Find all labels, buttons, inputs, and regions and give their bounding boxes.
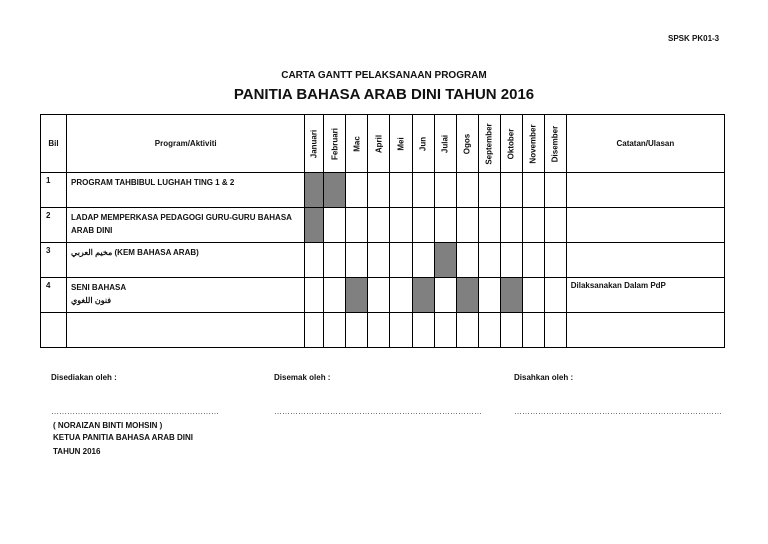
gantt-cell <box>478 313 500 348</box>
gantt-cell <box>346 313 368 348</box>
month-label: November <box>528 123 538 164</box>
gantt-cell <box>368 243 390 278</box>
gantt-cell <box>478 243 500 278</box>
program-cell <box>67 278 305 313</box>
signature-line-checked: …………………………………………………………………… <box>274 407 482 416</box>
header-month <box>390 115 412 173</box>
gantt-cell <box>522 243 544 278</box>
month-label: Disember <box>550 125 560 162</box>
month-label: Oktober <box>506 128 516 159</box>
gantt-cell <box>346 243 368 278</box>
gantt-cell <box>324 313 346 348</box>
gantt-cell <box>434 313 456 348</box>
header-month <box>412 115 434 173</box>
gantt-cell <box>368 278 390 313</box>
document-subtitle: CARTA GANTT PELAKSANAAN PROGRAM <box>281 70 487 81</box>
row-number <box>41 313 67 348</box>
header-month <box>346 115 368 173</box>
program-cell <box>67 173 305 208</box>
gantt-cell <box>412 208 434 243</box>
gantt-cell <box>500 173 522 208</box>
document-code: SPSK PK01-3 <box>668 34 720 43</box>
gantt-cell <box>368 313 390 348</box>
gantt-cell <box>324 243 346 278</box>
gantt-table <box>40 114 725 348</box>
gantt-cell <box>544 313 566 348</box>
gantt-cell <box>522 173 544 208</box>
gantt-cell <box>544 173 566 208</box>
header-month <box>478 115 500 173</box>
month-label: Mac <box>352 135 362 152</box>
gantt-cell-active <box>434 243 456 278</box>
gantt-cell-active <box>324 173 346 208</box>
header-month <box>500 115 522 173</box>
header-notes: Catatan/Ulasan <box>566 115 724 173</box>
gantt-cell-active <box>412 278 434 313</box>
gantt-cell-active <box>305 173 324 208</box>
gantt-cell <box>522 208 544 243</box>
gantt-cell <box>434 278 456 313</box>
preparer-name: ( NORAIZAN BINTI MOHSIN ) <box>53 421 163 430</box>
notes-cell: Dilaksanakan Dalam PdP <box>566 278 724 313</box>
checked-by-label: Disemak oleh : <box>274 373 331 382</box>
gantt-cell <box>434 208 456 243</box>
header-month <box>324 115 346 173</box>
gantt-cell <box>390 278 412 313</box>
gantt-cell <box>456 173 478 208</box>
table-row <box>41 278 725 313</box>
program-name: LADAP MEMPERKASA PEDAGOGI GURU-GURU BAHASA ARAB DINI <box>71 213 292 235</box>
program-name: SENI BAHASA <box>71 283 127 292</box>
notes-cell <box>566 173 724 208</box>
preparer-position: KETUA PANITIA BAHASA ARAB DINI <box>53 433 193 442</box>
table-row <box>41 313 725 348</box>
gantt-cell <box>390 173 412 208</box>
signature-line-approved: …………………………………………………………………… <box>514 407 722 416</box>
month-label: Julai <box>440 134 450 153</box>
signature-line-prepared: ……………………………………………………… <box>51 407 219 416</box>
table-row <box>41 243 725 278</box>
row-number: 2 <box>41 208 67 243</box>
table-row <box>41 208 725 243</box>
gantt-cell <box>500 243 522 278</box>
gantt-cell <box>324 278 346 313</box>
header-program: Program/Aktiviti <box>67 115 305 173</box>
gantt-cell <box>456 243 478 278</box>
month-label: Jun <box>418 136 428 151</box>
notes-cell <box>566 208 724 243</box>
gantt-cell <box>412 313 434 348</box>
header-month <box>305 115 324 173</box>
header-month <box>522 115 544 173</box>
row-number: 1 <box>41 173 67 208</box>
gantt-cell <box>522 313 544 348</box>
gantt-cell <box>544 208 566 243</box>
prepared-by-label: Disediakan oleh : <box>51 373 117 382</box>
table-row <box>41 173 725 208</box>
program-name-arabic: مخيم العربي <box>71 248 113 257</box>
approved-by-label: Disahkan oleh : <box>514 373 574 382</box>
gantt-cell <box>324 208 346 243</box>
gantt-cell <box>346 208 368 243</box>
gantt-cell <box>305 278 324 313</box>
gantt-cell <box>478 208 500 243</box>
program-cell <box>67 243 305 278</box>
gantt-cell <box>390 243 412 278</box>
program-cell <box>67 313 305 348</box>
gantt-cell <box>456 313 478 348</box>
month-label: Ogos <box>462 133 472 154</box>
gantt-cell <box>368 208 390 243</box>
program-name: (KEM BAHASA ARAB) <box>114 248 199 257</box>
gantt-cell <box>500 313 522 348</box>
gantt-cell <box>500 208 522 243</box>
gantt-header-row <box>41 115 725 173</box>
gantt-cell <box>346 173 368 208</box>
gantt-cell <box>412 243 434 278</box>
gantt-cell <box>478 173 500 208</box>
gantt-cell <box>390 208 412 243</box>
gantt-cell <box>434 173 456 208</box>
gantt-cell <box>412 173 434 208</box>
header-month <box>434 115 456 173</box>
month-label: Februari <box>330 127 340 160</box>
gantt-cell <box>390 313 412 348</box>
notes-cell <box>566 243 724 278</box>
header-month <box>368 115 390 173</box>
gantt-cell-active <box>346 278 368 313</box>
gantt-cell-active <box>305 208 324 243</box>
header-month <box>456 115 478 173</box>
program-cell <box>67 208 305 243</box>
row-number: 4 <box>41 278 67 313</box>
gantt-cell <box>368 173 390 208</box>
gantt-cell <box>478 278 500 313</box>
program-name-arabic: فنون اللغوي <box>71 296 112 305</box>
document-title: PANITIA BAHASA ARAB DINI TAHUN 2016 <box>233 86 535 103</box>
gantt-cell <box>544 243 566 278</box>
header-bil: Bil <box>41 115 67 173</box>
month-label: Januari <box>309 129 319 158</box>
gantt-cell <box>305 313 324 348</box>
gantt-cell <box>522 278 544 313</box>
gantt-cell <box>456 208 478 243</box>
month-label: April <box>374 134 384 153</box>
preparer-year: TAHUN 2016 <box>53 447 101 456</box>
row-number: 3 <box>41 243 67 278</box>
gantt-cell-active <box>456 278 478 313</box>
gantt-cell <box>305 243 324 278</box>
header-month <box>544 115 566 173</box>
program-name: PROGRAM TAHBIBUL LUGHAH TING 1 & 2 <box>71 178 235 187</box>
gantt-body <box>41 173 725 348</box>
month-label: September <box>484 122 494 165</box>
month-label: Mei <box>396 136 406 151</box>
gantt-cell-active <box>500 278 522 313</box>
notes-cell <box>566 313 724 348</box>
gantt-cell <box>544 278 566 313</box>
